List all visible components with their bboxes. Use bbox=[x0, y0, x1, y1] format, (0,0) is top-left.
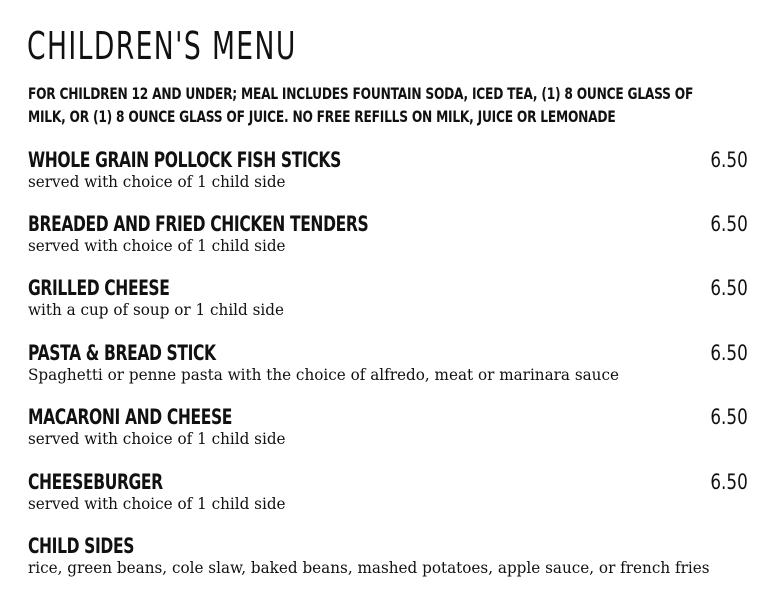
item-description: served with choice of 1 child side bbox=[28, 172, 286, 191]
item-price: 6.50 bbox=[710, 405, 748, 429]
item-name: BREADED AND FRIED CHICKEN TENDERS bbox=[28, 212, 369, 236]
item-description: Spaghetti or penne pasta with the choice of alfredo, meat or marinara sauce bbox=[28, 365, 619, 384]
item-description: served with choice of 1 child side bbox=[28, 236, 286, 255]
menu-item-macaroni-cheese bbox=[28, 404, 748, 452]
item-name: WHOLE GRAIN POLLOCK FISH STICKS bbox=[28, 148, 341, 172]
item-price: 6.50 bbox=[710, 212, 748, 236]
menu-item-cheeseburger bbox=[28, 469, 748, 517]
item-description: served with choice of 1 child side bbox=[28, 429, 286, 448]
item-name: CHEESEBURGER bbox=[28, 470, 163, 494]
item-name: GRILLED CHEESE bbox=[28, 276, 170, 300]
menu-title: CHILDREN'S MENU bbox=[27, 24, 297, 68]
item-price: 6.50 bbox=[710, 341, 748, 365]
child-sides-section bbox=[28, 533, 748, 581]
child-sides-heading: CHILD SIDES bbox=[28, 534, 135, 558]
child-sides-list: rice, green beans, cole slaw, baked beans, mashed potatoes, apple sauce, or french fries bbox=[28, 558, 710, 577]
menu-item-pasta-bread-stick bbox=[28, 340, 748, 388]
item-name: PASTA & BREAD STICK bbox=[28, 341, 216, 365]
item-price: 6.50 bbox=[710, 276, 748, 300]
item-name: MACARONI AND CHEESE bbox=[28, 405, 233, 429]
item-price: 6.50 bbox=[710, 148, 748, 172]
item-price: 6.50 bbox=[710, 470, 748, 494]
menu-intro: FOR CHILDREN 12 AND UNDER; MEAL INCLUDES FOUNTAIN SODA, ICED TEA, (1) 8 OUNCE GLASS OF MILK, OR (1) 8 OUNCE GLASS OF JUICE. NO FREE REFILLS ON MILK, JUICE OR LEMONADE bbox=[28, 84, 694, 126]
item-description: with a cup of soup or 1 child side bbox=[28, 300, 284, 319]
menu-item-fish-sticks bbox=[28, 147, 748, 195]
menu-item-grilled-cheese bbox=[28, 275, 748, 323]
item-description: served with choice of 1 child side bbox=[28, 494, 286, 513]
menu-item-chicken-tenders bbox=[28, 211, 748, 259]
